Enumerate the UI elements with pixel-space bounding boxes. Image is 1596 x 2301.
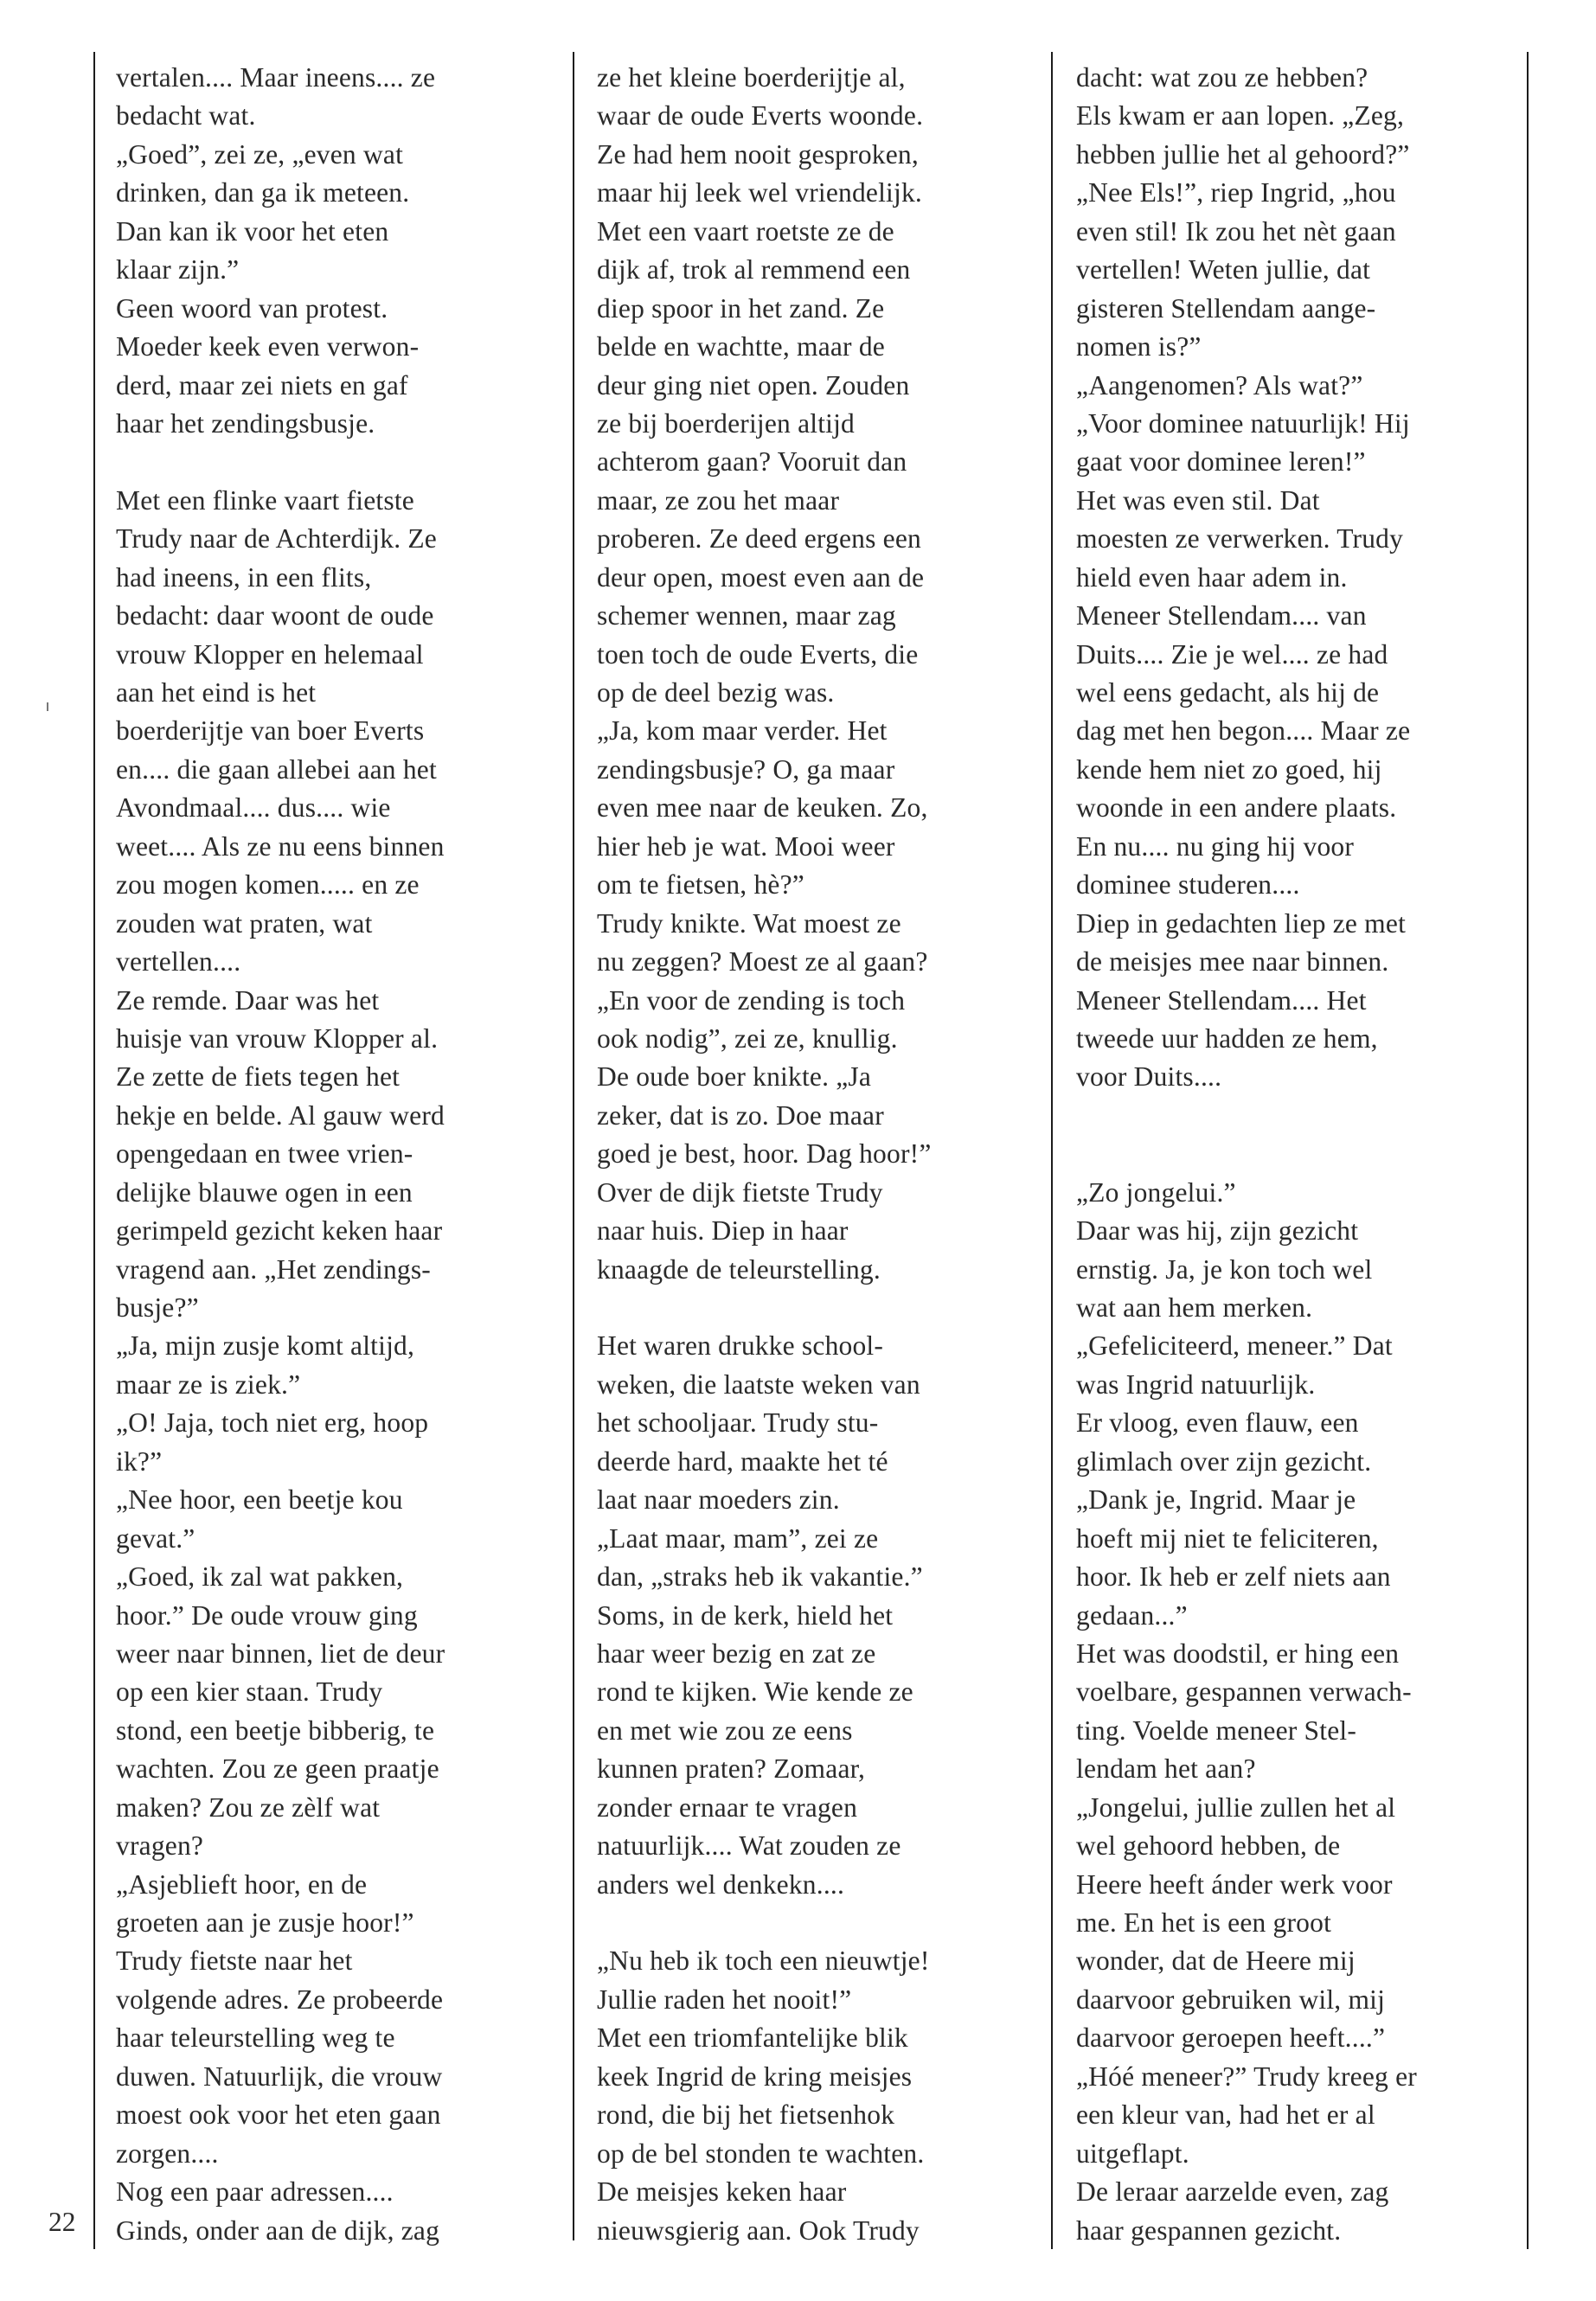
text-line: Met een flinke vaart fietste — [116, 484, 414, 516]
text-line: goed je best, hoor. Dag hoor!” — [597, 1138, 932, 1170]
text-line: Duits.... Zie je wel.... ze had — [1076, 638, 1388, 670]
text-line: hier heb je wat. Mooi weer — [597, 830, 895, 862]
text-line: „Laat maar, mam”, zei ze — [597, 1522, 879, 1554]
text-line: deur ging niet open. Zouden — [597, 369, 910, 401]
text-line: gedaan...” — [1076, 1599, 1188, 1631]
text-line: gerimpeld gezicht keken haar — [116, 1215, 443, 1247]
text-line: rond te kijken. Wie kende ze — [597, 1676, 913, 1708]
scan-speck — [47, 702, 48, 711]
text-line: uitgeflapt. — [1076, 2138, 1189, 2169]
text-line: vragen? — [116, 1830, 204, 1862]
text-line: De leraar aarzelde even, zag — [1076, 2176, 1389, 2208]
text-line: Het was doodstil, er hing een — [1076, 1638, 1400, 1669]
text-line: Ze had hem nooit gesproken, — [597, 138, 919, 170]
text-line: Het was even stil. Dat — [1076, 484, 1320, 516]
text-line: even mee naar de keuken. Zo, — [597, 792, 928, 824]
text-line: tweede uur hadden ze hem, — [1076, 1022, 1378, 1054]
text-line: De oude boer knikte. „Ja — [597, 1061, 872, 1093]
text-line: rond, die bij het fietsenhok — [597, 2099, 895, 2131]
text-line: deerde hard, maakte het té — [597, 1445, 888, 1477]
text-line: delijke blauwe ogen in een — [116, 1176, 413, 1208]
text-line: „Hóé meneer?” Trudy kreeg er — [1076, 2061, 1417, 2092]
text-line: nieuwsgierig aan. Ook Trudy — [597, 2214, 920, 2246]
text-line: daarvoor geroepen heeft....” — [1076, 2022, 1386, 2054]
text-line: en met wie zou ze eens — [597, 1715, 853, 1746]
text-line: „Ja, kom maar verder. Het — [597, 715, 888, 747]
text-line: even stil! Ik zou het nèt gaan — [1076, 215, 1396, 247]
text-line: zeker, dat is zo. Doe maar — [597, 1099, 884, 1131]
text-line: „Nee hoor, een beetje kou — [116, 1484, 403, 1516]
text-line: maken? Zou ze zèlf wat — [116, 1791, 381, 1823]
text-line: hoor. Ik heb er zelf niets aan — [1076, 1561, 1391, 1593]
text-line: anders wel denkekn.... — [597, 1868, 845, 1900]
text-line: natuurlijk.... Wat zouden ze — [597, 1830, 901, 1862]
text-line: haar gespannen gezicht. — [1076, 2214, 1342, 2246]
text-line: Het waren drukke school- — [597, 1330, 884, 1362]
text-line: wel eens gedacht, als hij de — [1076, 677, 1380, 708]
text-line: gevat.” — [116, 1522, 195, 1554]
text-line: maar, ze zou het maar — [597, 484, 840, 516]
text-line: glimlach over zijn gezicht. — [1076, 1445, 1372, 1477]
text-line: de meisjes mee naar binnen. — [1076, 946, 1389, 977]
text-line: woonde in een andere plaats. — [1076, 792, 1397, 824]
text-line: ze het kleine boerderijtje al, — [597, 62, 906, 93]
text-line: het schooljaar. Trudy stu- — [597, 1407, 879, 1439]
text-line: op de bel stonden te wachten. — [597, 2138, 925, 2169]
text-line: bedacht: daar woont de oude — [116, 600, 434, 631]
text-line: zou mogen komen..... en ze — [116, 869, 420, 901]
text-line: volgende adres. Ze probeerde — [116, 1984, 444, 2015]
text-line: vertellen! Weten jullie, dat — [1076, 254, 1371, 285]
text-line: hebben jullie het al gehoord?” — [1076, 138, 1410, 170]
text-line: Meneer Stellendam.... Het — [1076, 984, 1367, 1016]
text-line: en.... die gaan allebei aan het — [116, 753, 437, 785]
text-line: dan, „straks heb ik vakantie.” — [597, 1561, 923, 1593]
text-line: hoor.” De oude vrouw ging — [116, 1599, 418, 1631]
text-line: „Asjeblieft hoor, en de — [116, 1868, 368, 1900]
text-line: „Dank je, Ingrid. Maar je — [1076, 1484, 1356, 1516]
text-line: deur open, moest even aan de — [597, 561, 925, 593]
column-rule-left — [93, 52, 95, 2249]
text-line: een kleur van, had het er al — [1076, 2099, 1375, 2131]
text-line: Met een vaart roetste ze de — [597, 215, 894, 247]
text-line: „Jongelui, jullie zullen het al — [1076, 1791, 1396, 1823]
text-column-2 — [597, 59, 1055, 2250]
text-line: Avondmaal.... dus.... wie — [116, 792, 391, 824]
text-line: Trudy fietste naar het — [116, 1945, 353, 1977]
text-line: Er vloog, even flauw, een — [1076, 1407, 1359, 1439]
paragraph-gap — [116, 443, 574, 481]
text-line: hoeft mij niet te feliciteren, — [1076, 1522, 1379, 1554]
text-line: Jullie raden het nooit!” — [597, 1984, 852, 2015]
text-line: „Aangenomen? Als wat?” — [1076, 369, 1363, 401]
text-line: Heere heeft ánder werk voor — [1076, 1868, 1393, 1900]
text-line: hield even haar adem in. — [1076, 561, 1348, 593]
text-line: „Goed, ik zal wat pakken, — [116, 1561, 404, 1593]
text-line: weken, die laatste weken van — [597, 1368, 920, 1400]
text-line: zendingsbusje? O, ga maar — [597, 753, 895, 785]
text-line: voelbare, gespannen verwach- — [1076, 1676, 1412, 1708]
text-line: aan het eind is het — [116, 677, 317, 708]
text-line: drinken, dan ga ik meteen. — [116, 177, 410, 208]
text-column-1 — [116, 59, 574, 2250]
text-line: was Ingrid natuurlijk. — [1076, 1368, 1316, 1400]
text-line: lendam het aan? — [1076, 1753, 1256, 1785]
text-line: daarvoor gebruiken wil, mij — [1076, 1984, 1386, 2015]
text-line: zouden wat praten, wat — [116, 907, 373, 939]
text-line: waar de oude Everts woonde. — [597, 100, 924, 131]
text-line: Met een triomfantelijke blik — [597, 2022, 908, 2054]
text-line: Els kwam er aan lopen. „Zeg, — [1076, 100, 1405, 131]
text-line: „Zo jongelui.” — [1076, 1176, 1236, 1208]
text-line: Ze zette de fiets tegen het — [116, 1061, 401, 1093]
text-line: schemer wennen, maar zag — [597, 600, 896, 631]
text-line: kende hem niet zo goed, hij — [1076, 753, 1382, 785]
text-line: ernstig. Ja, je kon toch wel — [1076, 1253, 1373, 1285]
text-line: Daar was hij, zijn gezicht — [1076, 1215, 1359, 1247]
text-line: zonder ernaar te vragen — [597, 1791, 858, 1823]
text-line: duwen. Natuurlijk, die vrouw — [116, 2061, 443, 2092]
text-line: vragend aan. „Het zendings- — [116, 1253, 431, 1285]
text-line: moesten ze verwerken. Trudy — [1076, 523, 1404, 554]
text-line: belde en wachtte, maar de — [597, 331, 885, 362]
text-line: dijk af, trok al remmend een — [597, 254, 911, 285]
text-line: Over de dijk fietste Trudy — [597, 1176, 883, 1208]
text-line: wel gehoord hebben, de — [1076, 1830, 1341, 1862]
text-line: knaagde de teleurstelling. — [597, 1253, 881, 1285]
text-line: ting. Voelde meneer Stel- — [1076, 1715, 1357, 1746]
text-line: „Ja, mijn zusje komt altijd, — [116, 1330, 415, 1362]
text-line: maar ze is ziek.” — [116, 1368, 301, 1400]
text-line: Ze remde. Daar was het — [116, 984, 380, 1016]
text-line: wachten. Zou ze geen praatje — [116, 1753, 439, 1785]
text-line: „Voor dominee natuurlijk! Hij — [1076, 407, 1410, 439]
text-line: voor Duits.... — [1076, 1061, 1222, 1093]
text-line: nomen is?” — [1076, 331, 1202, 362]
text-line: moest ook voor het eten gaan — [116, 2099, 441, 2131]
text-line: Dan kan ik voor het eten — [116, 215, 389, 247]
text-line: keek Ingrid de kring meisjes — [597, 2061, 913, 2092]
text-line: toen toch de oude Everts, die — [597, 638, 919, 670]
text-line: op een kier staan. Trudy — [116, 1676, 383, 1708]
text-line: laat naar moeders zin. — [597, 1484, 840, 1516]
text-line: opengedaan en twee vrien- — [116, 1138, 413, 1170]
text-line: En nu.... nu ging hij voor — [1076, 830, 1355, 862]
text-line: Moeder keek even verwon- — [116, 331, 420, 362]
paragraph-gap — [597, 1904, 1055, 1942]
text-line: klaar zijn.” — [116, 254, 240, 285]
text-line: hekje en belde. Al gauw werd — [116, 1099, 445, 1131]
text-line: Geen woord van protest. — [116, 292, 388, 324]
text-line: Soms, in de kerk, hield het — [597, 1599, 894, 1631]
text-line: ook nodig”, zei ze, knullig. — [597, 1022, 898, 1054]
text-line: gisteren Stellendam aange- — [1076, 292, 1376, 324]
text-line: dag met hen begon.... Maar ze — [1076, 715, 1411, 747]
text-line: „Gefeliciteerd, meneer.” Dat — [1076, 1330, 1393, 1362]
text-line: had ineens, in een flits, — [116, 561, 372, 593]
text-line: „O! Jaja, toch niet erg, hoop — [116, 1407, 429, 1439]
text-line: stond, een beetje bibberig, te — [116, 1715, 435, 1746]
text-line: Trudy naar de Achterdijk. Ze — [116, 523, 437, 554]
text-line: groeten aan je zusje hoor!” — [116, 1907, 414, 1938]
text-line: dacht: wat zou ze hebben? — [1076, 62, 1368, 93]
text-line: wonder, dat de Heere mij — [1076, 1945, 1356, 1977]
text-line: zorgen.... — [116, 2138, 219, 2169]
text-line: ik?” — [116, 1445, 163, 1477]
text-line: haar weer bezig en zat ze — [597, 1638, 876, 1669]
text-line: busje?” — [116, 1292, 199, 1323]
text-line: wat aan hem merken. — [1076, 1292, 1313, 1323]
text-line: Meneer Stellendam.... van — [1076, 600, 1367, 631]
text-line: ze bij boerderijen altijd — [597, 407, 856, 439]
text-line: „Nee Els!”, riep Ingrid, „hou — [1076, 177, 1396, 208]
text-line: op de deel bezig was. — [597, 677, 835, 708]
text-line: vertellen.... — [116, 946, 241, 977]
text-line: Diep in gedachten liep ze met — [1076, 907, 1407, 939]
text-line: haar teleurstelling weg te — [116, 2022, 395, 2054]
text-line: vrouw Klopper en helemaal — [116, 638, 424, 670]
text-line: gaat voor dominee leren!” — [1076, 446, 1366, 478]
text-line: naar huis. Diep in haar — [597, 1215, 849, 1247]
text-line: me. En het is een groot — [1076, 1907, 1332, 1938]
text-line: nu zeggen? Moest ze al gaan? — [597, 946, 928, 977]
text-line: „En voor de zending is toch — [597, 984, 906, 1016]
page-number: 22 — [48, 2207, 76, 2237]
text-line: „Nu heb ik toch een nieuwtje! — [597, 1945, 930, 1977]
text-line: boerderijtje van boer Everts — [116, 715, 425, 747]
text-line: weer naar binnen, liet de deur — [116, 1638, 445, 1669]
text-line: proberen. Ze deed ergens een — [597, 523, 921, 554]
text-line: huisje van vrouw Klopper al. — [116, 1022, 439, 1054]
text-line: bedacht wat. — [116, 100, 256, 131]
text-line: Trudy knikte. Wat moest ze — [597, 907, 901, 939]
text-line: Nog een paar adressen.... — [116, 2176, 394, 2208]
text-line: achterom gaan? Vooruit dan — [597, 446, 907, 478]
text-line: dominee studeren.... — [1076, 869, 1300, 901]
text-line: vertalen.... Maar ineens.... ze — [116, 62, 436, 93]
text-line: om te fietsen, hè?” — [597, 869, 804, 901]
text-line: De meisjes keken haar — [597, 2176, 847, 2208]
paragraph-gap — [1076, 1097, 1535, 1135]
text-line: diep spoor in het zand. Ze — [597, 292, 885, 324]
text-line: maar hij leek wel vriendelijk. — [597, 177, 922, 208]
text-line: „Goed”, zei ze, „even wat — [116, 138, 404, 170]
paragraph-gap — [597, 1289, 1055, 1327]
text-line: weet.... Als ze nu eens binnen — [116, 830, 445, 862]
text-line: kunnen praten? Zomaar, — [597, 1753, 866, 1785]
text-line: Ginds, onder aan de dijk, zag — [116, 2214, 440, 2246]
text-column-3 — [1076, 59, 1535, 2250]
paragraph-gap — [1076, 1135, 1535, 1173]
text-line: derd, maar zei niets en gaf — [116, 369, 408, 401]
text-line: haar het zendingsbusje. — [116, 407, 375, 439]
